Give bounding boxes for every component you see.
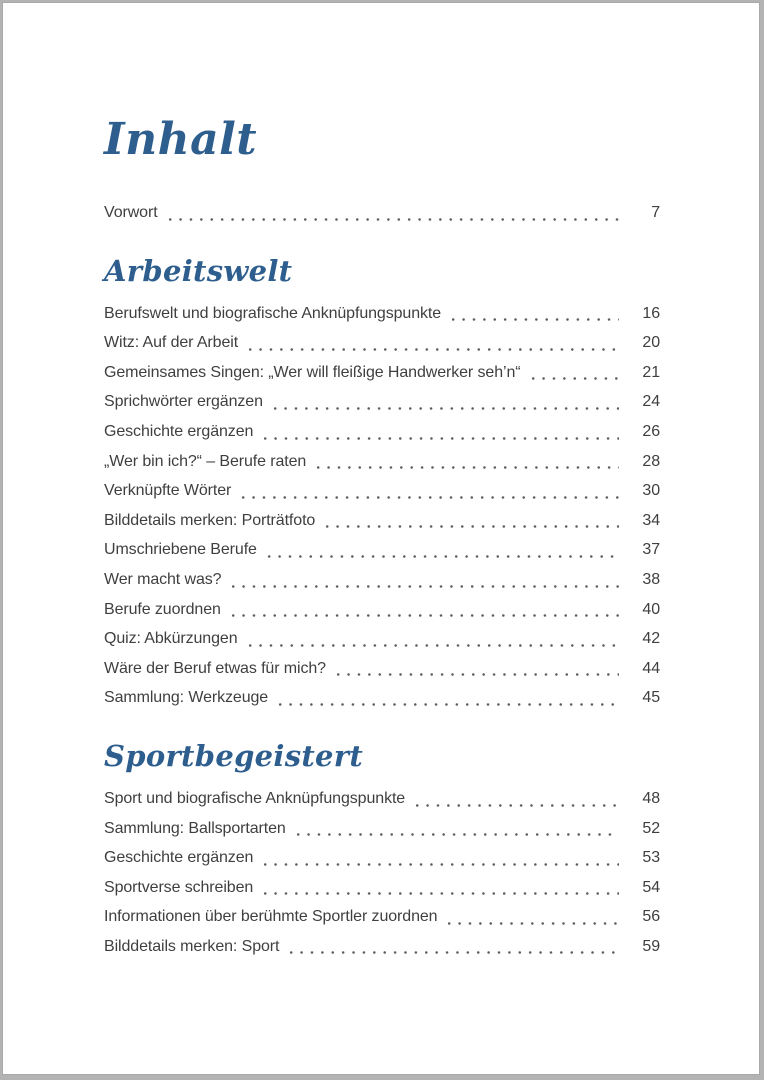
- toc-entry-label: Witz: Auf der Arbeit: [104, 334, 239, 352]
- toc-entry-page-number: 42: [642, 630, 660, 648]
- toc-entry-label: Informationen über berühmte Sportler zuordnen: [104, 908, 438, 926]
- toc-entry-page-number: 53: [642, 849, 660, 867]
- toc-entry[interactable]: [104, 814, 660, 844]
- toc-entry-label: Geschichte ergänzen: [104, 422, 254, 440]
- toc-entry-label: Vorwort: [104, 204, 158, 221]
- toc-entry[interactable]: [104, 932, 660, 962]
- toc-entry-page-number: 40: [642, 600, 660, 618]
- toc-entry[interactable]: [104, 624, 660, 654]
- section-heading: Sportbegeistert: [104, 738, 364, 773]
- toc-entry-label: Sprichwörter ergänzen: [104, 393, 263, 411]
- dot-leader: [286, 814, 634, 844]
- toc-entry[interactable]: [104, 358, 660, 388]
- toc-entry[interactable]: [104, 683, 660, 713]
- dot-leader: [253, 417, 634, 447]
- table-of-contents: [104, 198, 660, 961]
- toc-entry[interactable]: [104, 595, 660, 625]
- toc-entry-page-number: 26: [642, 422, 660, 440]
- toc-entry-label: Gemeinsames Singen: „Wer will fleißige Handwerker seh’n“: [104, 363, 521, 381]
- dot-leader: [238, 328, 634, 358]
- document-page: [2, 2, 760, 1075]
- toc-entry-label: Berufe zuordnen: [104, 600, 221, 618]
- toc-entry-label: Bilddetails merken: Porträtfoto: [104, 511, 316, 529]
- dot-leader: [257, 535, 634, 565]
- toc-entry-page-number: 28: [642, 452, 660, 470]
- toc-entry-page-number: 52: [642, 819, 660, 837]
- toc-entry-page-number: 30: [642, 482, 660, 500]
- dot-leader: [521, 358, 635, 388]
- toc-entry-page-number: 45: [642, 689, 660, 707]
- dot-leader: [326, 654, 634, 684]
- toc-entry[interactable]: [104, 198, 660, 228]
- toc-entry[interactable]: [104, 506, 660, 536]
- toc-entry-page-number: 24: [642, 393, 660, 411]
- toc-entry-label: Sammlung: Werkzeuge: [104, 689, 269, 707]
- toc-entry[interactable]: [104, 873, 660, 903]
- toc-entry-page-number: 48: [642, 789, 660, 807]
- toc-entry-page-number: 54: [642, 878, 660, 896]
- toc-entry-label: Berufswelt und biografische Anknüpfungspunkte: [104, 304, 442, 322]
- toc-entry[interactable]: [104, 565, 660, 595]
- toc-entry-label: Wäre der Beruf etwas für mich?: [104, 659, 326, 677]
- dot-leader: [238, 624, 635, 654]
- dot-leader: [315, 506, 634, 536]
- toc-entry-label: Sammlung: Ballsportarten: [104, 819, 286, 837]
- toc-entry-label: „Wer bin ich?“ – Berufe raten: [104, 452, 307, 470]
- dot-leader: [221, 595, 634, 625]
- toc-entry[interactable]: [104, 417, 660, 447]
- toc-entry[interactable]: [104, 476, 660, 506]
- dot-leader: [221, 565, 634, 595]
- toc-entry-page-number: 16: [642, 304, 660, 322]
- sections: [104, 253, 660, 962]
- dot-leader: [279, 932, 634, 962]
- dot-leader: [268, 683, 634, 713]
- toc-entry-page-number: 59: [642, 937, 660, 955]
- section-entry-list: [104, 784, 660, 962]
- toc-entry-page-number: 34: [642, 511, 660, 529]
- dot-leader: [306, 447, 634, 477]
- toc-entry[interactable]: [104, 535, 660, 565]
- toc-entry-label: Geschichte ergänzen: [104, 849, 254, 867]
- section-entry-list: [104, 299, 660, 713]
- toc-entry-label: Umschriebene Berufe: [104, 541, 257, 559]
- toc-entry-label: Sport und biografische Anknüpfungspunkte: [104, 789, 406, 807]
- dot-leader: [158, 198, 634, 228]
- dot-leader: [231, 476, 634, 506]
- dot-leader: [437, 902, 634, 932]
- toc-entry[interactable]: [104, 902, 660, 932]
- toc-entry[interactable]: [104, 843, 660, 873]
- dot-leader: [441, 299, 634, 329]
- toc-entry-label: Verknüpfte Wörter: [104, 482, 232, 500]
- toc-entry-label: Bilddetails merken: Sport: [104, 937, 280, 955]
- toc-entry[interactable]: [104, 447, 660, 477]
- dot-leader: [263, 387, 634, 417]
- toc-entry-page-number: 56: [642, 908, 660, 926]
- front-matter: [104, 198, 660, 228]
- toc-entry[interactable]: [104, 387, 660, 417]
- dot-leader: [253, 843, 634, 873]
- dot-leader: [253, 873, 634, 903]
- toc-entry[interactable]: [104, 299, 660, 329]
- toc-entry-page-number: 44: [642, 659, 660, 677]
- toc-entry[interactable]: [104, 784, 660, 814]
- toc-entry[interactable]: [104, 328, 660, 358]
- toc-entry-page-number: 38: [642, 570, 660, 588]
- toc-entry[interactable]: [104, 654, 660, 684]
- toc-entry-page-number: 7: [651, 204, 660, 221]
- toc-entry-label: Sportverse schreiben: [104, 878, 254, 896]
- toc-entry-page-number: 20: [642, 334, 660, 352]
- toc-entry-page-number: 37: [642, 541, 660, 559]
- toc-entry-page-number: 21: [642, 363, 660, 381]
- dot-leader: [405, 784, 634, 814]
- section-heading: Arbeitswelt: [104, 253, 293, 288]
- page-title: Inhalt: [104, 114, 258, 165]
- toc-entry-label: Wer macht was?: [104, 570, 222, 588]
- toc-entry-label: Quiz: Abkürzungen: [104, 630, 238, 648]
